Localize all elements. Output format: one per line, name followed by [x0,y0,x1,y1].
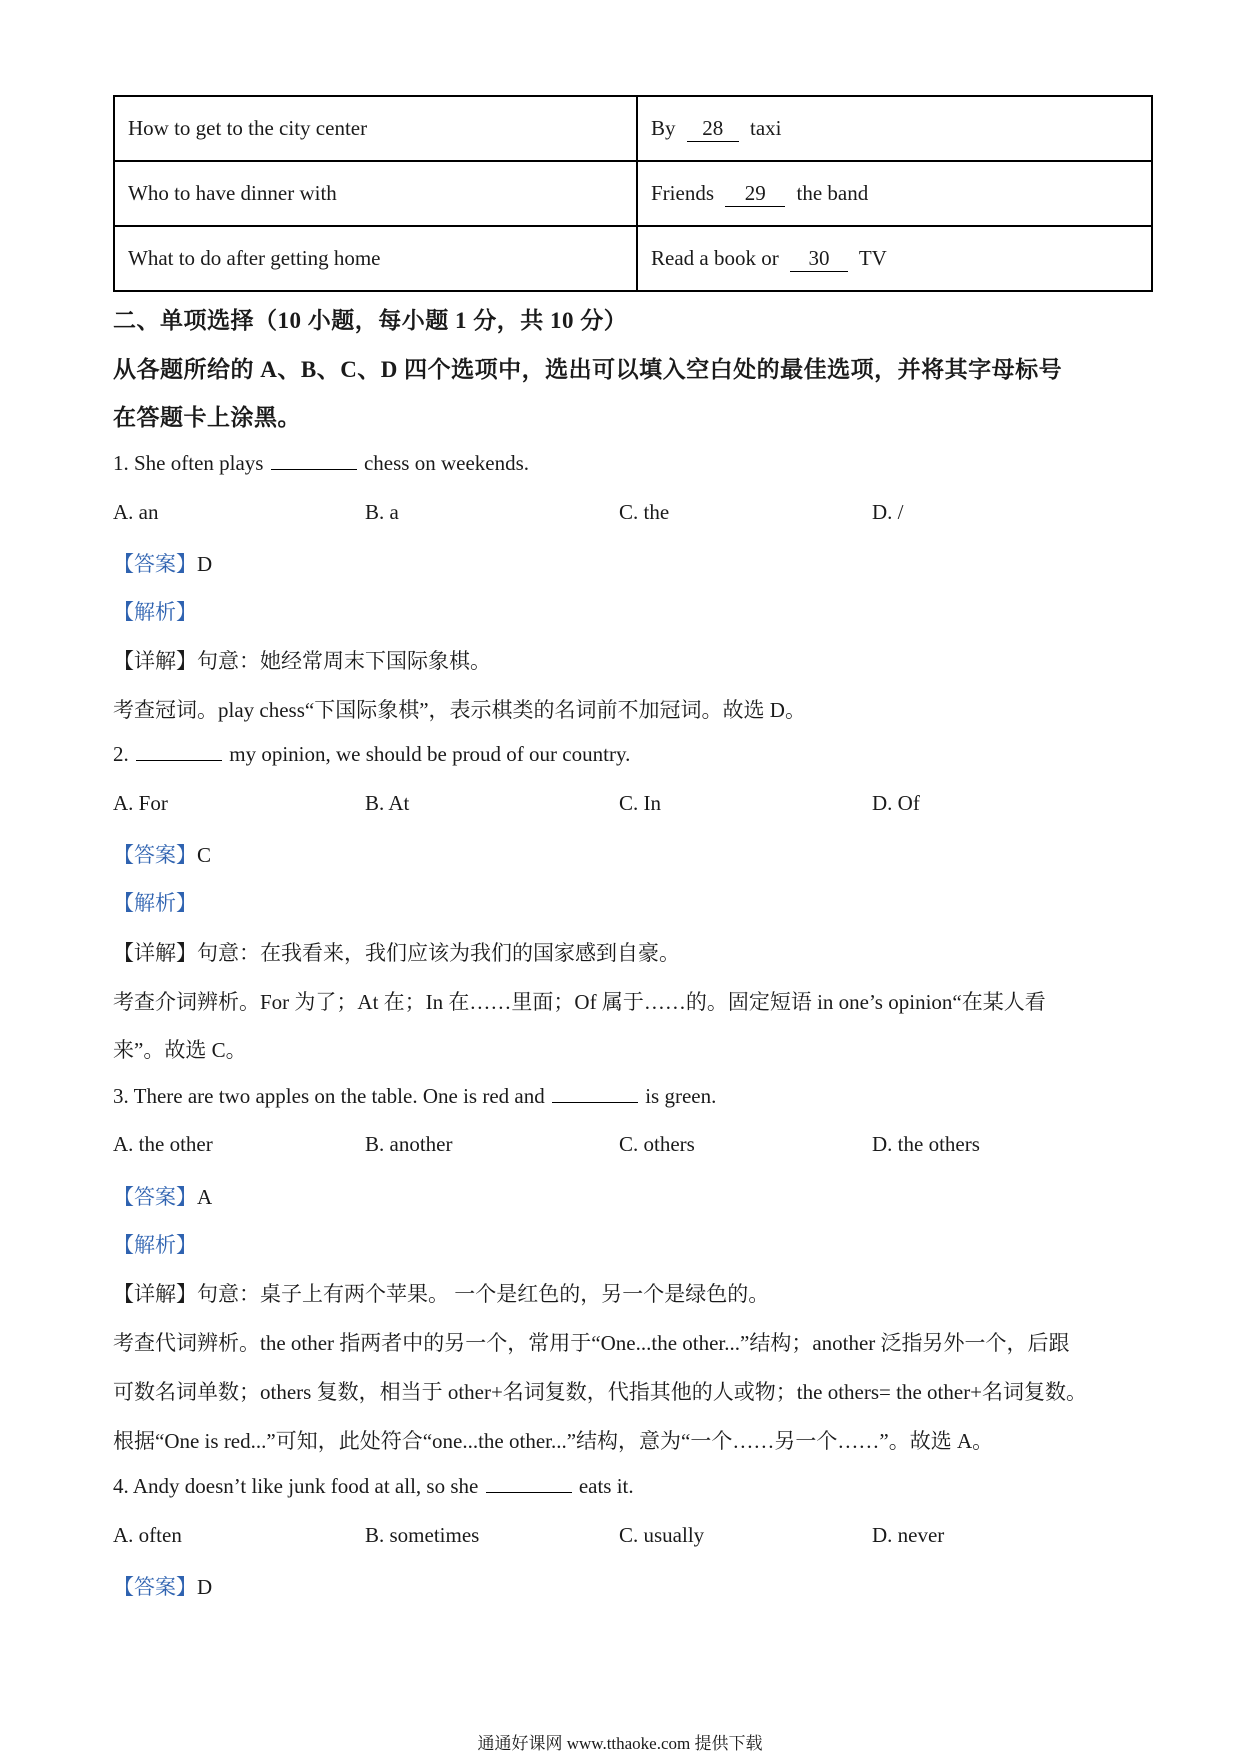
analysis-line [113,887,197,917]
cell-text: By [651,115,676,140]
option-b: B. At [365,791,410,815]
table-cell-label: Who to have dinner with [114,161,637,226]
stem-text: eats it. [578,1474,634,1498]
answer-blank [486,1474,572,1493]
analysis-line [113,1229,197,1259]
detail-text: 句意：在我看来，我们应该为我们的国家感到自豪。 [197,941,680,965]
explanation-text: 考查代词辨析。the other 指两者中的另一个，常用于“One...the other...”结构；another 泛指另外一个，后跟 [113,1331,1070,1355]
blank-number: 28 [687,116,739,142]
option-b: B. sometimes [365,1523,480,1547]
cell-text: the band [796,180,869,205]
option-d: D. never [872,1523,945,1547]
answer-line [113,1571,212,1601]
answer-label: 【答案】 [113,552,197,576]
explanation-text: 可数名词单数；others 复数，相当于 other+名词复数，代指其他的人或物；the others= the other+名词复数。 [113,1380,1088,1404]
stem-text: 3. There are two apples on the table. One is red and [113,1084,545,1108]
section-instruction: 在答题卡上涂黑。 [113,405,301,430]
answer-label: 【答案】 [113,1575,197,1599]
explanation-text: 来”。故选 C。 [113,1038,247,1062]
option-a: A. often [113,1523,182,1547]
question-stem [113,1084,716,1109]
detail-line [113,645,491,675]
answer-line [113,548,212,578]
question-stem [113,742,630,767]
detail-label: 【详解】 [113,649,197,673]
section-heading: 二、单项选择（10 小题，每小题 1 分，共 10 分） [113,308,628,333]
option-d: D. / [872,500,904,524]
option-d: D. the others [872,1132,980,1156]
explanation-text: 根据“One is red...”可知，此处符合“one...the other...”结构，意为“一个……另一个……”。故选 A。 [113,1429,994,1453]
cell-text: TV [858,245,887,270]
question-stem [113,1474,634,1499]
table-row [114,226,1152,291]
section-instruction: 从各题所给的 A、B、C、D 四个选项中，选出可以填入空白处的最佳选项，并将其字母标号 [113,357,1063,382]
question-stem [113,451,529,476]
table-cell-label: How to get to the city center [114,96,637,161]
analysis-line [113,596,197,626]
answer-line [113,839,211,869]
cell-text: Read a book or [651,245,779,270]
option-b: B. a [365,500,399,524]
detail-label: 【详解】 [113,941,197,965]
answer-value: D [197,552,213,576]
option-b: B. another [365,1132,453,1156]
answer-label: 【答案】 [113,1185,197,1209]
answer-value: C [197,843,212,867]
answer-blank [136,742,222,761]
detail-line [113,937,680,967]
cell-text: taxi [750,115,782,140]
stem-text: is green. [645,1084,717,1108]
option-c: C. others [619,1132,695,1156]
option-c: C. usually [619,1523,705,1547]
table-row [114,96,1152,161]
option-a: A. the other [113,1132,213,1156]
table-row [114,161,1152,226]
answer-blank [271,451,357,470]
option-d: D. Of [872,791,920,815]
blank-number: 30 [790,246,848,272]
analysis-label: 【解析】 [113,600,197,624]
stem-text: 2. [113,742,129,766]
option-a: A. For [113,791,168,815]
page-footer: 通通好课网 www.tthaoke.com 提供下载 [477,1734,763,1753]
answer-label: 【答案】 [113,843,197,867]
stem-text: chess on weekends. [363,451,530,475]
analysis-label: 【解析】 [113,1233,197,1257]
answer-value: D [197,1575,213,1599]
explanation-text: 考查介词辨析。For 为了；At 在；In 在……里面；Of 属于……的。固定短语 in one’s opinion“在某人看 [113,990,1046,1014]
detail-label: 【详解】 [113,1282,197,1306]
option-a: A. an [113,500,159,524]
cell-text: Friends [651,180,714,205]
answer-value: A [197,1185,213,1209]
answer-line [113,1181,212,1211]
table-cell-value [637,226,1152,291]
detail-text: 句意：她经常周末下国际象棋。 [197,649,491,673]
stem-text: 4. Andy doesn’t like junk food at all, so she [113,1474,479,1498]
analysis-label: 【解析】 [113,891,197,915]
table-cell-label: What to do after getting home [114,226,637,291]
blank-number: 29 [725,181,785,207]
info-table [113,95,1153,292]
explanation-text: 考查冠词。play chess“下国际象棋”，表示棋类的名词前不加冠词。故选 D。 [113,698,806,722]
detail-line [113,1278,769,1308]
option-c: C. In [619,791,661,815]
answer-blank [552,1084,638,1103]
stem-text: my opinion, we should be proud of our country. [229,742,631,766]
table-cell-value [637,161,1152,226]
stem-text: 1. She often plays [113,451,264,475]
table-cell-value [637,96,1152,161]
detail-text: 句意：桌子上有两个苹果。 一个是红色的，另一个是绿色的。 [197,1282,770,1306]
option-c: C. the [619,500,670,524]
